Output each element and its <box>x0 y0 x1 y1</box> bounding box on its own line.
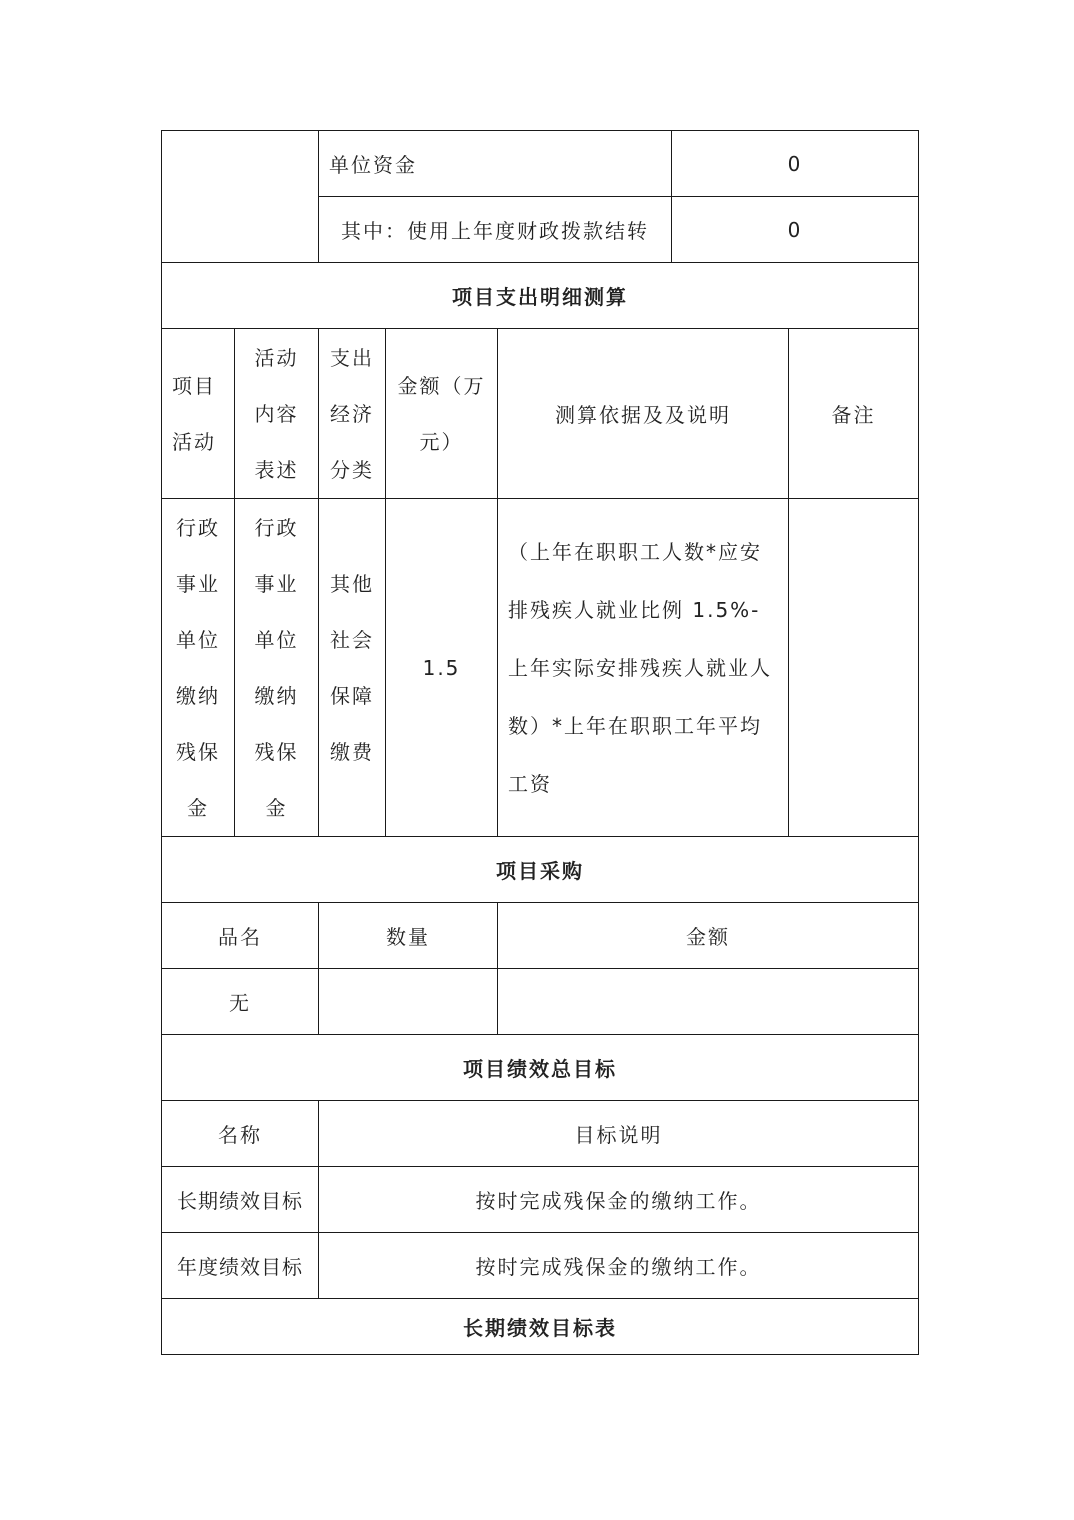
procurement-cell-quantity <box>319 969 498 1035</box>
carryover-label: 其中：使用上年度财政拨款结转 <box>319 197 672 263</box>
performance-row-name: 长期绩效目标 <box>162 1167 319 1233</box>
cell-category: 其他 社会 保障 缴费 <box>319 499 386 837</box>
procurement-data-row <box>162 969 919 1035</box>
unit-funds-value: 0 <box>672 131 919 197</box>
funding-blank-cell <box>162 131 319 263</box>
performance-header-name: 名称 <box>162 1101 319 1167</box>
header-activity: 项目 活动 <box>162 329 235 499</box>
expense-header-row <box>162 329 919 499</box>
expense-title-row <box>162 263 919 329</box>
header-basis: 测算依据及及说明 <box>498 329 789 499</box>
procurement-header-quantity: 数量 <box>319 903 498 969</box>
expense-section-title: 项目支出明细测算 <box>162 263 919 329</box>
carryover-value: 0 <box>672 197 919 263</box>
procurement-cell-amount <box>498 969 919 1035</box>
unit-funds-row <box>162 131 919 197</box>
procurement-title-row <box>162 837 919 903</box>
procurement-header-row <box>162 903 919 969</box>
performance-header-description: 目标说明 <box>319 1101 919 1167</box>
cell-content: 行政 事业 单位 缴纳 残保 金 <box>235 499 319 837</box>
header-amount: 金额（万 元） <box>386 329 498 499</box>
cell-basis: （上年在职职工人数*应安排残疾人就业比例 1.5%-上年实际安排残疾人就业人数）*上年在职职工年平均工资 <box>498 499 789 837</box>
performance-row-description: 按时完成残保金的缴纳工作。 <box>319 1233 919 1299</box>
header-content: 活动 内容 表述 <box>235 329 319 499</box>
performance-row-description: 按时完成残保金的缴纳工作。 <box>319 1167 919 1233</box>
procurement-section-title: 项目采购 <box>162 837 919 903</box>
performance-row-annual <box>162 1233 919 1299</box>
cell-activity: 行政 事业 单位 缴纳 残保 金 <box>162 499 235 837</box>
performance-title-row <box>162 1035 919 1101</box>
header-category: 支出 经济 分类 <box>319 329 386 499</box>
expense-data-row <box>162 499 919 837</box>
procurement-header-amount: 金额 <box>498 903 919 969</box>
long-term-table-title: 长期绩效目标表 <box>162 1299 919 1355</box>
procurement-cell-name: 无 <box>162 969 319 1035</box>
unit-funds-label: 单位资金 <box>319 131 672 197</box>
long-term-title-row <box>162 1299 919 1355</box>
performance-section-title: 项目绩效总目标 <box>162 1035 919 1101</box>
budget-table <box>161 130 919 1355</box>
performance-row-name: 年度绩效目标 <box>162 1233 319 1299</box>
performance-header-row <box>162 1101 919 1167</box>
cell-note <box>789 499 919 837</box>
cell-amount: 1.5 <box>386 499 498 837</box>
header-note: 备注 <box>789 329 919 499</box>
performance-row-long-term <box>162 1167 919 1233</box>
procurement-header-name: 品名 <box>162 903 319 969</box>
